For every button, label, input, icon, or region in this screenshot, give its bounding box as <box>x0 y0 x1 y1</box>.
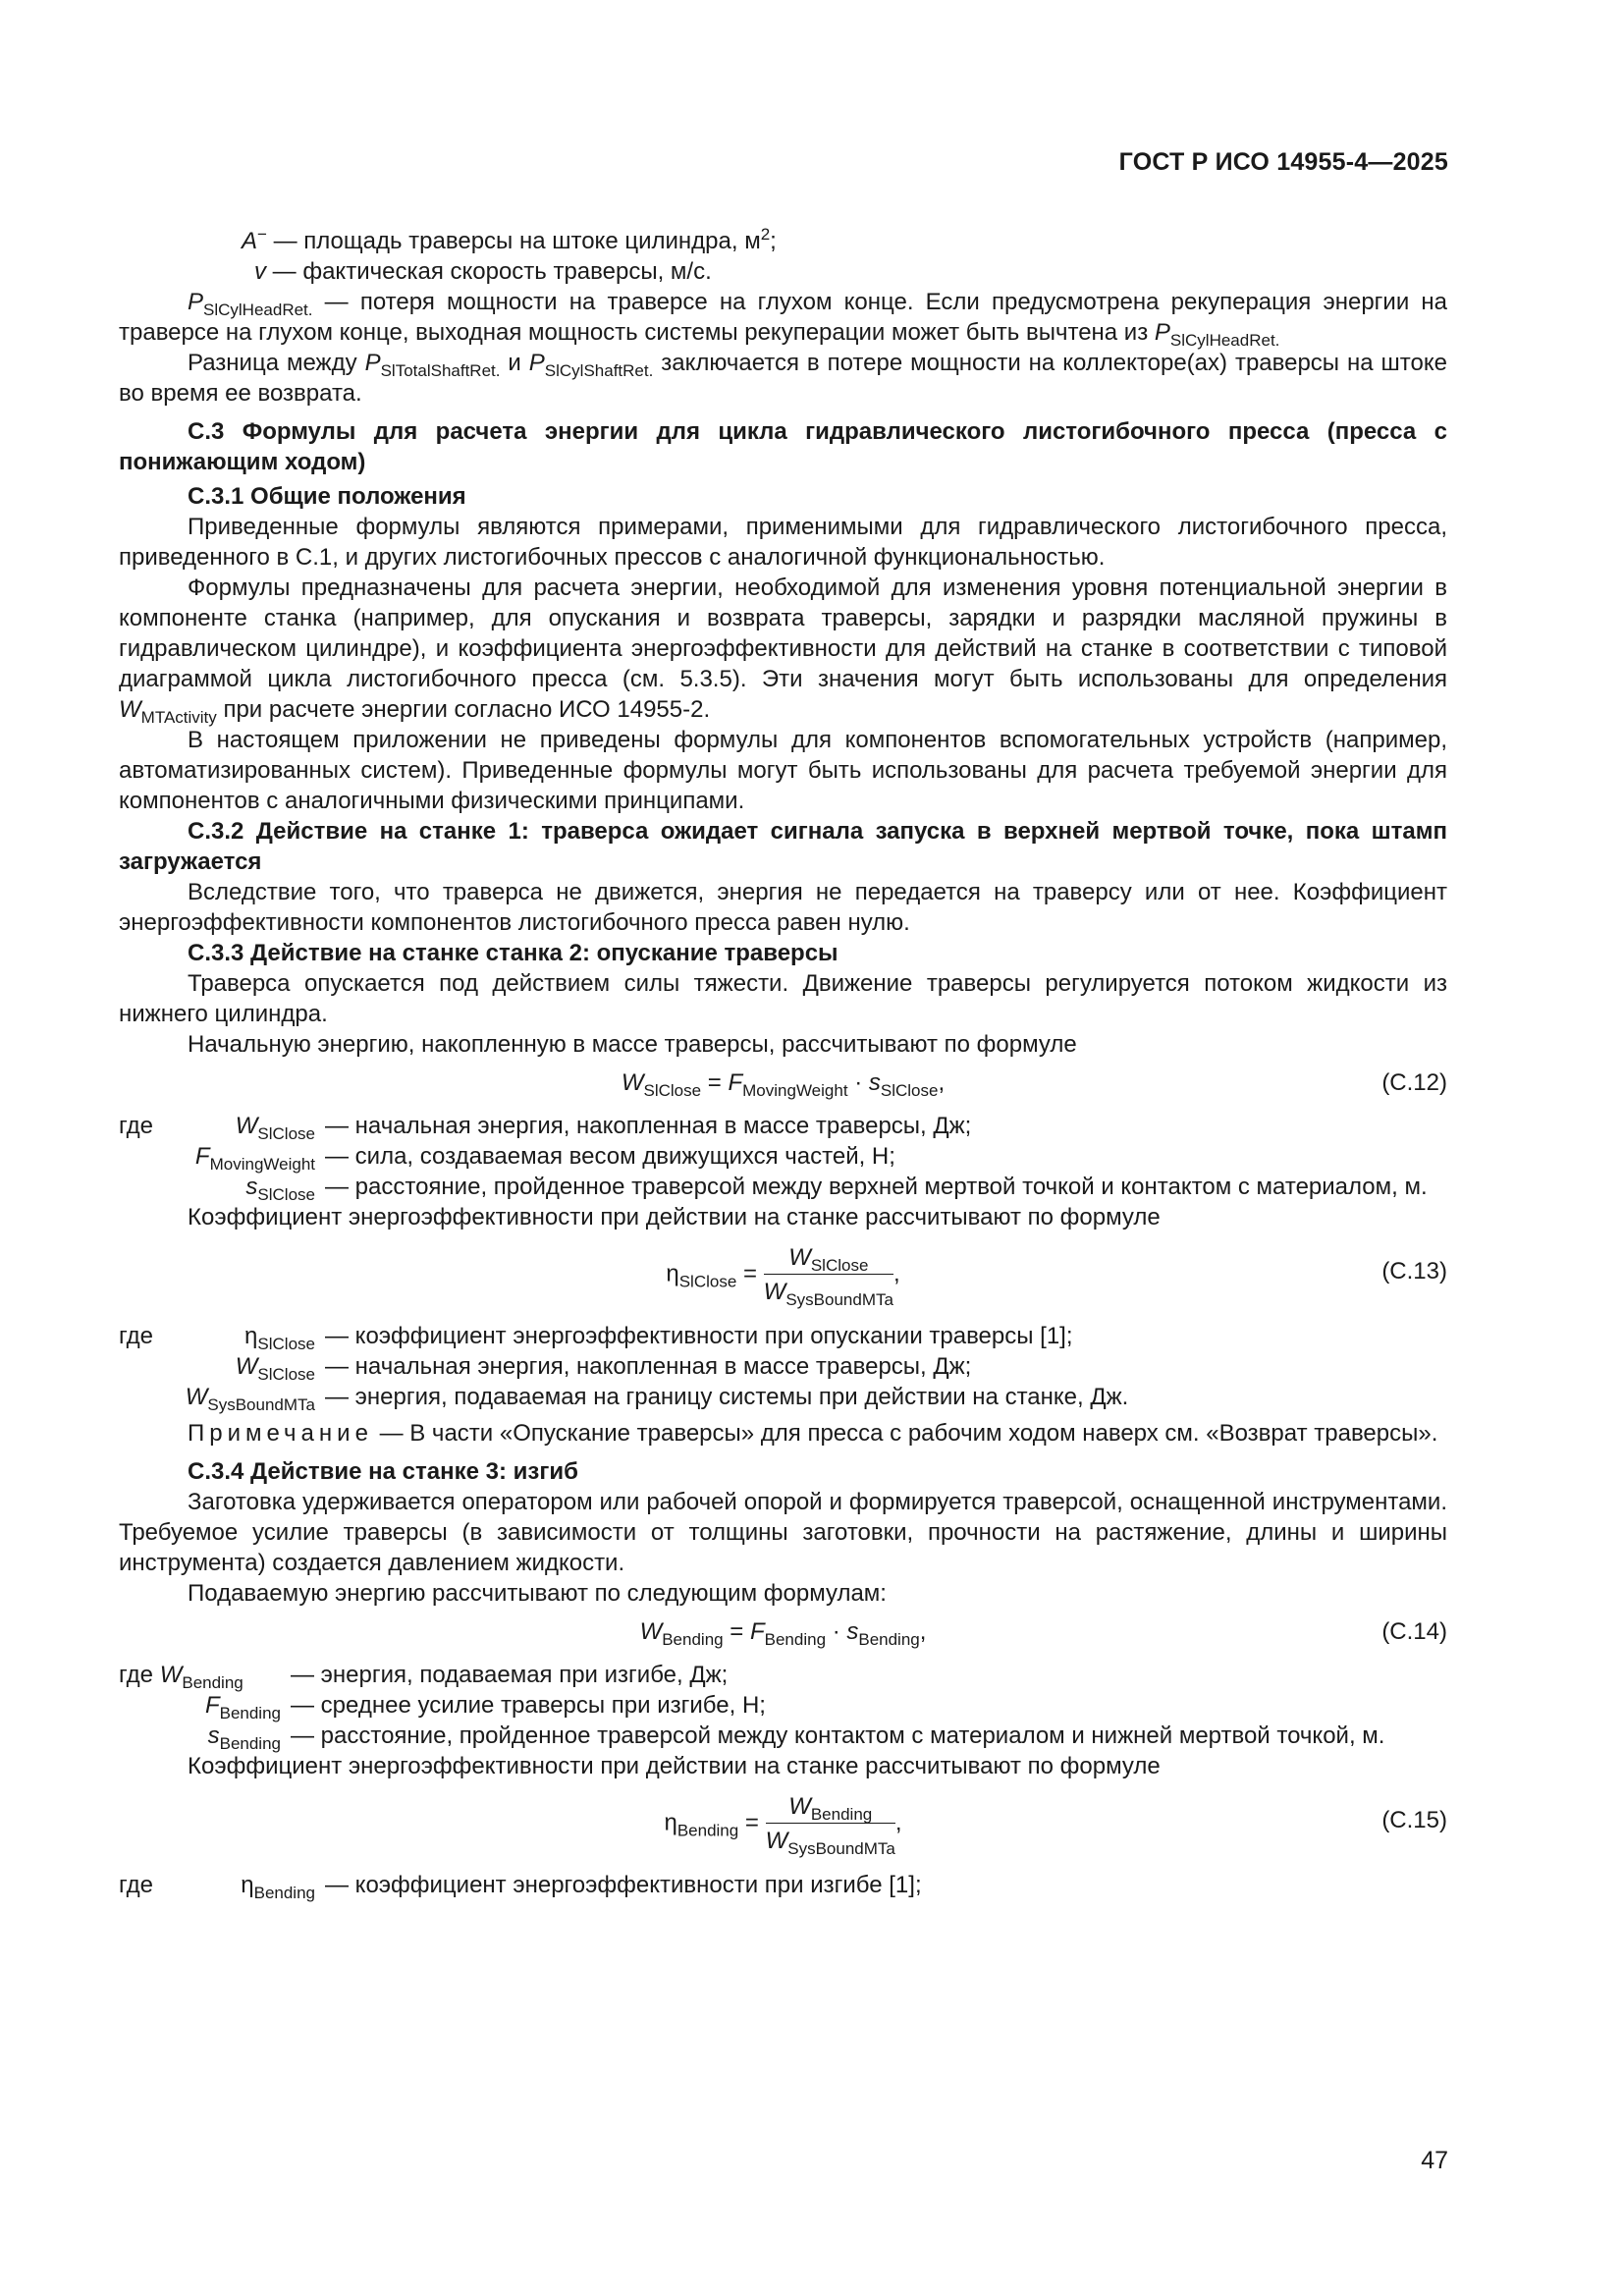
paragraph: В настоящем приложении не приведены формулы для компонентов вспомогательных устройств (например, автоматизированных систем). Приведенные формулы могут быть использованы для расчета требуемой энергии для компонентов с аналогичными физическими принципами. <box>119 727 1447 814</box>
definitions-c14 <box>119 1660 1447 1751</box>
paragraph: Заготовка удерживается оператором или рабочей опорой и формируется траверсой, оснащенной инструментами. Требуемое усилие траверсы (в зависимости от толщины заготовки, прочности на растяжение, длины и ширины инструмента) создается давлением жидкости. <box>119 1489 1447 1576</box>
paragraph: Коэффициент энергоэффективности при действии на станке рассчитывают по формуле <box>188 1753 1161 1779</box>
paragraph: Подаваемую энергию рассчитывают по следующим формулам: <box>188 1580 887 1607</box>
note: Примечание — В части «Опускание траверсы» для пресса с рабочим ходом наверх см. «Возврат траверсы». <box>188 1420 1438 1447</box>
definitions-c12 <box>119 1111 1447 1202</box>
formula-c12: $W_{SlClose} = F_{MovingWeight} \cdot s_{SlClose}$, (С.12) <box>621 1069 1447 1100</box>
paragraph-difference: Разница между $P_{SlTotalShaftRet.}$ и $P_{SlCylShaftRet.}$ заключается в потере мощности на коллекторе(ах) траверсы на штоке во время ее возврата. <box>119 350 1447 407</box>
section-heading-c32: С.3.2 Действие на станке 1: траверса ожидает сигнала запуска в верхней мертвой точке, пока штамп загружается <box>119 818 1447 875</box>
definition-row: $F_{Bending}$ — среднее усилие траверсы при изгибе, Н; <box>204 1692 766 1722</box>
intro-definitions <box>119 226 1447 287</box>
document-header: ГОСТ Р ИСО 14955-4—2025 <box>1118 148 1448 176</box>
formula-c14: $W_{Bending} = F_{Bending} \cdot s_{Bending}$, (С.14) <box>639 1618 1447 1649</box>
definition-row: v — фактическая скорость траверсы, м/с. <box>254 258 712 285</box>
section-heading-c31: С.3.1 Общие положения <box>188 483 466 510</box>
formula-number: (С.12) <box>1381 1069 1447 1096</box>
page-content <box>119 226 1447 1900</box>
definition-row: где $\eta_{SlClose}$ — коэффициент энергоэффективности при опускании траверсы [1]; <box>119 1323 1073 1353</box>
definitions-c15 <box>119 1870 1447 1900</box>
definition-row: $F_{MovingWeight}$ — сила, создаваемая весом движущихся частей, Н; <box>194 1143 895 1174</box>
section-heading-c33: С.3.3 Действие на станке станка 2: опускание траверсы <box>188 940 839 966</box>
formula-c13: $\eta_{SlClose}$ = $\frac{W_{SlClose}}{W_{SysBoundMTa}}$ , (С.13) <box>666 1244 1447 1309</box>
definition-row: где $\eta_{Bending}$ — коэффициент энергоэффективности при изгибе [1]; <box>119 1872 922 1902</box>
formula-number: (С.15) <box>1381 1807 1447 1833</box>
page-number: 47 <box>1421 2147 1448 2174</box>
definition-row: $W_{SysBoundMTa}$ — энергия, подаваемая на границу системы при действии на станке, Дж. <box>185 1384 1129 1414</box>
definitions-c13 <box>119 1321 1447 1412</box>
paragraph: Траверса опускается под действием силы тяжести. Движение траверсы регулируется потоком жидкости из нижнего цилиндра. <box>119 970 1447 1027</box>
definition-row: $s_{SlClose}$ — расстояние, пройденное траверсой между верхней мертвой точкой и контактом с материалом, м. <box>245 1174 1428 1204</box>
definition-row: где $W_{SlClose}$ — начальная энергия, накопленная в массе траверсы, Дж; <box>119 1113 972 1143</box>
paragraph: Формулы предназначены для расчета энергии, необходимой для изменения уровня потенциальной энергии в компоненте станка (например, для опускания и возврата траверсы, зарядки и разрядки масляной пружины в гидравлическом цилиндре), и коэффициента энергоэффективности для действий на станке в соответствии с типовой диаграммой цикла листогибочного пресса (см. 5.3.5). Эти значения могут быть использованы для определения $W_{MTActivity}$ при расчете энергии согласно ИСО 14955-2. <box>119 574 1447 727</box>
formula-number: (С.14) <box>1381 1618 1447 1645</box>
paragraph: Коэффициент энергоэффективности при действии на станке рассчитывают по формуле <box>188 1204 1161 1230</box>
paragraph-headret: $P_{SlCylHeadRet.}$ — потеря мощности на траверсе на глухом конце. Если предусмотрена рекуперация энергии на траверсе на глухом конце, выходная мощность системы рекуперации может быть вычтена из $P_{SlCylHeadRet.}$ <box>119 289 1447 350</box>
formula-number: (С.13) <box>1381 1258 1447 1285</box>
section-heading-c3: С.3 Формулы для расчета энергии для цикла гидравлического листогибочного пресса (пресса с понижающим ходом) <box>119 418 1447 475</box>
definition-row: A− — площадь траверсы на штоке цилиндра, $м^2$; <box>242 225 777 254</box>
definition-row: $W_{SlClose}$ — начальная энергия, накопленная в массе траверсы, Дж; <box>235 1353 972 1384</box>
paragraph: Приведенные формулы являются примерами, применимыми для гидравлического листогибочного пресса, приведенного в С.1, и других листогибочных прессов с аналогичной функциональностью. <box>119 514 1447 571</box>
definition-row: где $W_{Bending}$ — энергия, подаваемая при изгибе, Дж; <box>119 1662 729 1692</box>
paragraph: Начальную энергию, накопленную в массе траверсы, рассчитывают по формуле <box>188 1031 1077 1058</box>
section-heading-c34: С.3.4 Действие на станке 3: изгиб <box>188 1458 578 1485</box>
formula-c15: $\eta_{Bending}$ = $\frac{W_{Bending}}{W_{SysBoundMTa}}$ , (С.15) <box>664 1793 1447 1858</box>
paragraph: Вследствие того, что траверса не движется, энергия не передается на траверсу или от нее. Коэффициент энергоэффективности компонентов листогибочного пресса равен нулю. <box>119 879 1447 936</box>
definition-row: $s_{Bending}$ — расстояние, пройденное траверсой между контактом с материалом и нижней мертвой точкой, м. <box>207 1722 1385 1753</box>
